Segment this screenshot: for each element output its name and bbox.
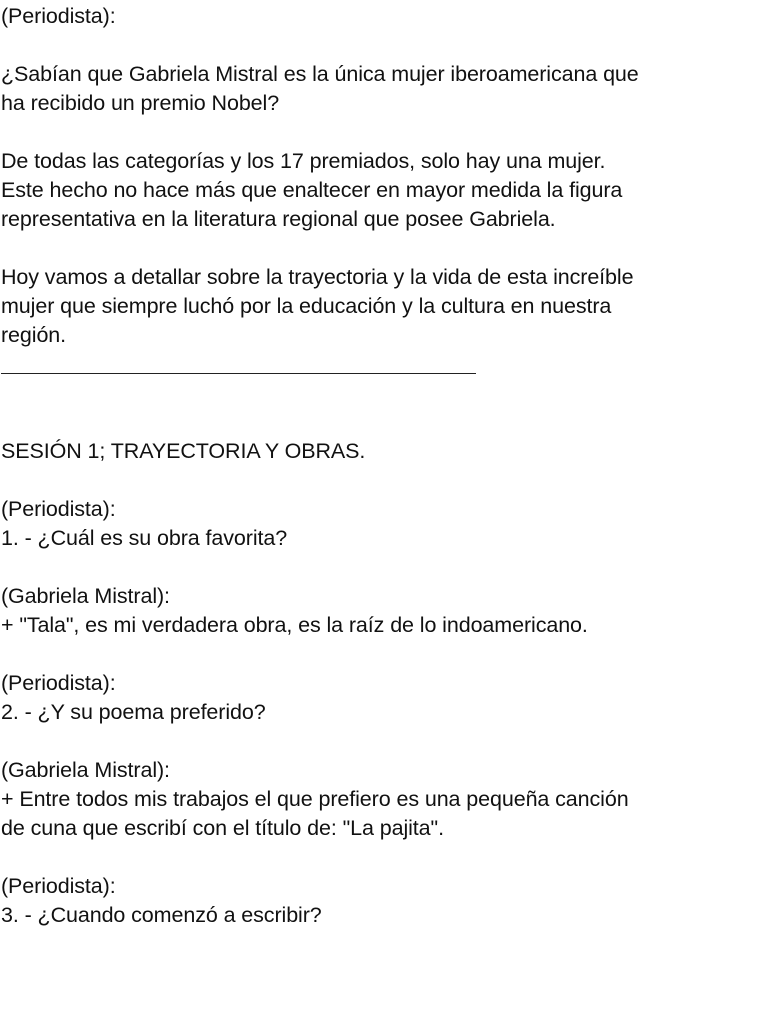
question-text: 2. - ¿Y su poema preferido? xyxy=(1,700,266,724)
intro-paragraph-line: De todas las categorías y los 17 premiados, solo hay una mujer. xyxy=(1,149,606,173)
intro-paragraph-line: representativa en la literatura regional que posee Gabriela. xyxy=(1,207,556,231)
answer-text: de cuna que escribí con el título de: "La pajita". xyxy=(1,816,444,840)
answer-text: + Entre todos mis trabajos el que prefiero es una pequeña canción xyxy=(1,787,629,811)
intro-paragraph-line: Este hecho no hace más que enaltecer en mayor medida la figura xyxy=(1,178,623,202)
intro-paragraph-line: Hoy vamos a detallar sobre la trayectoria y la vida de esta increíble xyxy=(1,265,634,289)
intro-question-line: ¿Sabían que Gabriela Mistral es la única mujer iberoamericana que xyxy=(1,62,639,86)
speaker-label: (Gabriela Mistral): xyxy=(1,758,170,782)
question-text: 3. - ¿Cuando comenzó a escribir? xyxy=(1,903,322,927)
answer-text: + "Tala", es mi verdadera obra, es la raíz de lo indoamericano. xyxy=(1,613,588,637)
speaker-label: (Periodista): xyxy=(1,671,116,695)
intro-paragraph-line: región. xyxy=(1,323,67,347)
section-divider xyxy=(1,373,476,374)
speaker-label: (Gabriela Mistral): xyxy=(1,584,170,608)
speaker-label: (Periodista): xyxy=(1,4,116,28)
intro-question-line: ha recibido un premio Nobel? xyxy=(1,91,280,115)
speaker-label: (Periodista): xyxy=(1,497,116,521)
intro-paragraph-line: mujer que siempre luchó por la educación y la cultura en nuestra xyxy=(1,294,612,318)
session-title: SESIÓN 1; TRAYECTORIA Y OBRAS. xyxy=(1,439,366,463)
question-text: 1. - ¿Cuál es su obra favorita? xyxy=(1,526,288,550)
speaker-label: (Periodista): xyxy=(1,874,116,898)
